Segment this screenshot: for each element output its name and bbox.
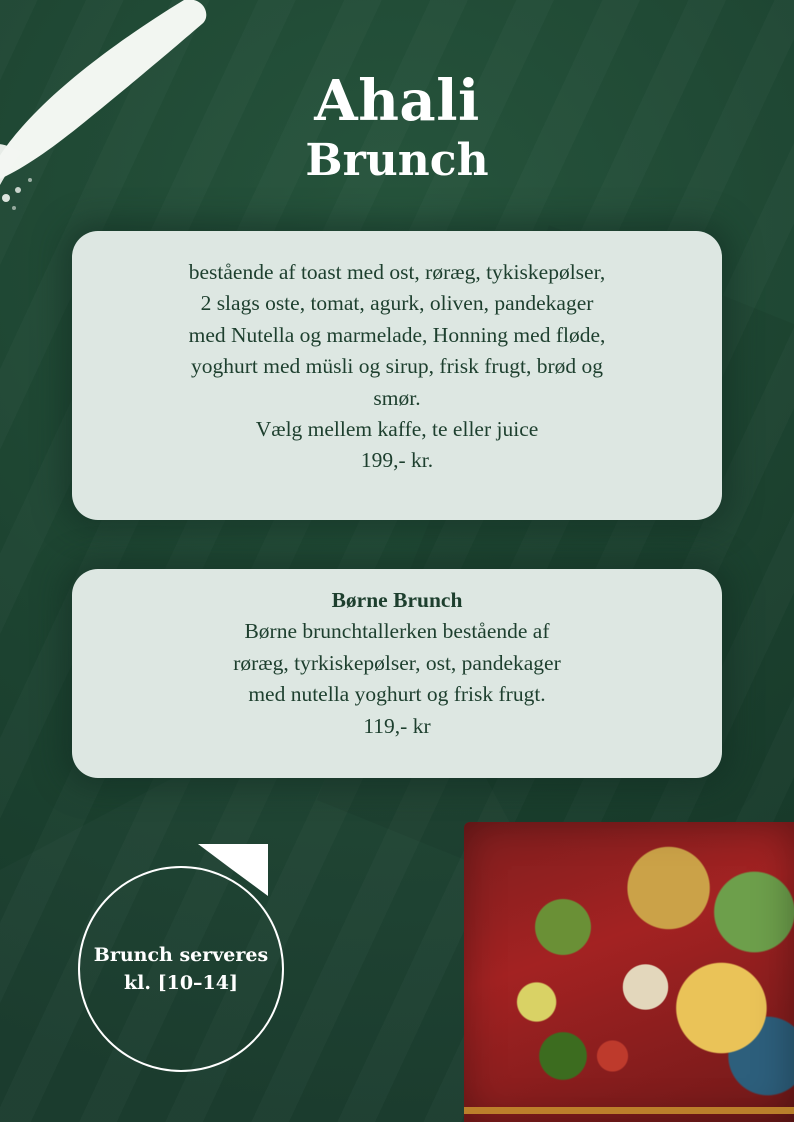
kids-card-price: 119,- kr <box>363 713 431 738</box>
kids-brunch-card <box>72 569 722 778</box>
badge-text <box>78 942 284 997</box>
main-card-line-2: 2 slags oste, tomat, agurk, oliven, pandekager <box>200 291 594 316</box>
brunch-platter-photo <box>464 822 794 1122</box>
kids-card-line-1: Børne brunchtallerken bestående af <box>244 619 550 644</box>
serving-hours-badge <box>70 838 300 1070</box>
main-brunch-card <box>72 231 722 520</box>
kids-card-line-3: med nutella yoghurt og frisk frugt. <box>248 682 546 707</box>
main-card-line-3: med Nutella og marmelade, Honning med fløde, <box>188 322 606 347</box>
brunch-platter-photo-accent-band <box>464 1107 794 1114</box>
main-card-price: 199,- kr. <box>360 448 434 473</box>
page-title: Ahali <box>314 68 480 134</box>
main-card-line-1: bestående af toast med ost, røræg, tykiskepølser, <box>188 260 606 284</box>
badge-line-1: Brunch serveres <box>93 944 269 966</box>
poster-header <box>0 68 794 188</box>
main-card-line-4: yoghurt med müsli og sirup, frisk frugt, brød og <box>190 354 604 379</box>
brunch-platter-photo-vignette <box>464 822 794 1122</box>
page-subtitle: Brunch <box>305 134 489 186</box>
badge-line-2: kl. [10–14] <box>124 971 238 994</box>
main-card-drink-choice: Vælg mellem kaffe, te eller juice <box>255 416 539 441</box>
main-card-line-5: smør. <box>373 385 421 410</box>
kids-card-heading: Børne Brunch <box>331 588 463 612</box>
kids-card-line-2: røræg, tyrkiskepølser, ost, pandekager <box>233 650 561 675</box>
